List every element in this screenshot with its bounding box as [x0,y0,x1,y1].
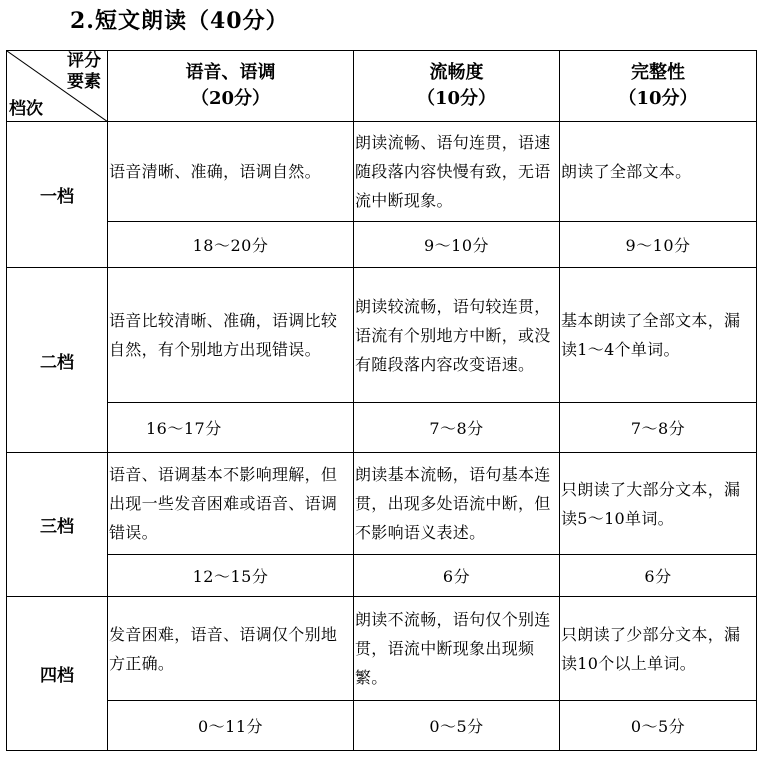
diagonal-header-cell [7,51,108,122]
score-cell: 6分 [560,555,757,597]
level-3-score-row [7,555,757,597]
level-label: 档次 [9,99,43,119]
header-completeness: 完整性 （10分） [560,51,757,122]
score-cell: 0～5分 [354,701,560,751]
fluency-desc: 朗读基本流畅，语句基本连贯，出现多处语流中断，但不影响语义表述。 [354,453,560,555]
score-cell: 7～8分 [354,403,560,453]
fluency-desc: 朗读不流畅，语句仅个别连贯，语流中断现象出现频繁。 [354,597,560,701]
completeness-desc: 只朗读了大部分文本，漏读5～10单词。 [560,453,757,555]
score-cell: 9～10分 [560,222,757,268]
pronunciation-desc: 语音清晰、准确，语调自然。 [108,122,354,222]
level-1-score-row [7,222,757,268]
score-cell: 18～20分 [108,222,354,268]
fluency-desc: 朗读较流畅，语句较连贯，语流有个别地方中断，或没有随段落内容改变语速。 [354,268,560,403]
pronunciation-desc: 语音、语调基本不影响理解，但出现一些发音困难或语音、语调错误。 [108,453,354,555]
completeness-desc: 只朗读了少部分文本，漏读10个以上单词。 [560,597,757,701]
level-2-score-row [7,403,757,453]
level-cell: 三档 [7,453,108,597]
pronunciation-desc: 发音困难，语音、语调仅个别地方正确。 [108,597,354,701]
level-4-score-row [7,701,757,751]
level-4-desc-row [7,597,757,701]
completeness-desc: 朗读了全部文本。 [560,122,757,222]
score-cell: 9～10分 [354,222,560,268]
header-fluency: 流畅度 （10分） [354,51,560,122]
header-pronunciation: 语音、语调 （20分） [108,51,354,122]
score-cell: 6分 [354,555,560,597]
level-3-desc-row [7,453,757,555]
level-1-desc-row [7,122,757,222]
scoring-table [6,50,757,751]
level-cell: 二档 [7,268,108,453]
level-2-desc-row [7,268,757,403]
pronunciation-desc: 语音比较清晰、准确，语调比较自然，有个别地方出现错误。 [108,268,354,403]
level-cell: 一档 [7,122,108,268]
section-title: 2.短文朗读（40分） [70,8,289,34]
completeness-desc: 基本朗读了全部文本，漏读1～4个单词。 [560,268,757,403]
score-cell: 0～11分 [108,701,354,751]
criteria-label: 评分 要素 [67,51,101,92]
score-cell: 12～15分 [108,555,354,597]
score-cell: 16～17分 [108,403,354,453]
header-row [7,51,757,122]
fluency-desc: 朗读流畅、语句连贯，语速随段落内容快慢有致，无语流中断现象。 [354,122,560,222]
score-cell: 0～5分 [560,701,757,751]
level-cell: 四档 [7,597,108,751]
score-cell: 7～8分 [560,403,757,453]
